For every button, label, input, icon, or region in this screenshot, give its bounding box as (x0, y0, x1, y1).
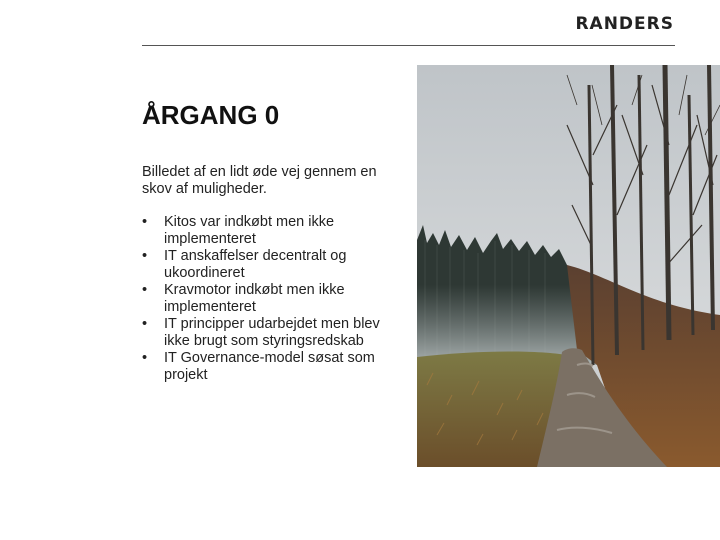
bullet-icon: • (142, 350, 148, 366)
bullet-item (142, 214, 392, 248)
bullet-item (142, 248, 392, 282)
forest-road-photo (417, 65, 720, 467)
slide-title: ÅRGANG 0 (142, 100, 280, 130)
bullet-icon: • (142, 248, 148, 264)
bullet-list (142, 214, 392, 384)
bullet-icon: • (142, 214, 148, 230)
bullet-text: Kravmotor indkøbt men ikke implementeret (164, 282, 345, 315)
bullet-item (142, 282, 392, 316)
bullet-item (142, 316, 392, 350)
bullet-item (142, 350, 392, 384)
bullet-text: IT Governance-model søsat som projekt (164, 350, 375, 383)
bullet-icon: • (142, 316, 148, 332)
randers-logo: RANDERS (575, 14, 674, 34)
intro-text: Billedet af en lidt øde vej gennem en skov af muligheder. (142, 164, 377, 197)
bullet-text: IT principper udarbejdet men blev ikke brugt som styringsredskab (164, 316, 380, 349)
bullet-text: IT anskaffelser decentralt og ukoordineret (164, 248, 347, 281)
header-divider (142, 45, 675, 46)
bullet-icon: • (142, 282, 148, 298)
bullet-text: Kitos var indkøbt men ikke implementeret (164, 214, 335, 247)
